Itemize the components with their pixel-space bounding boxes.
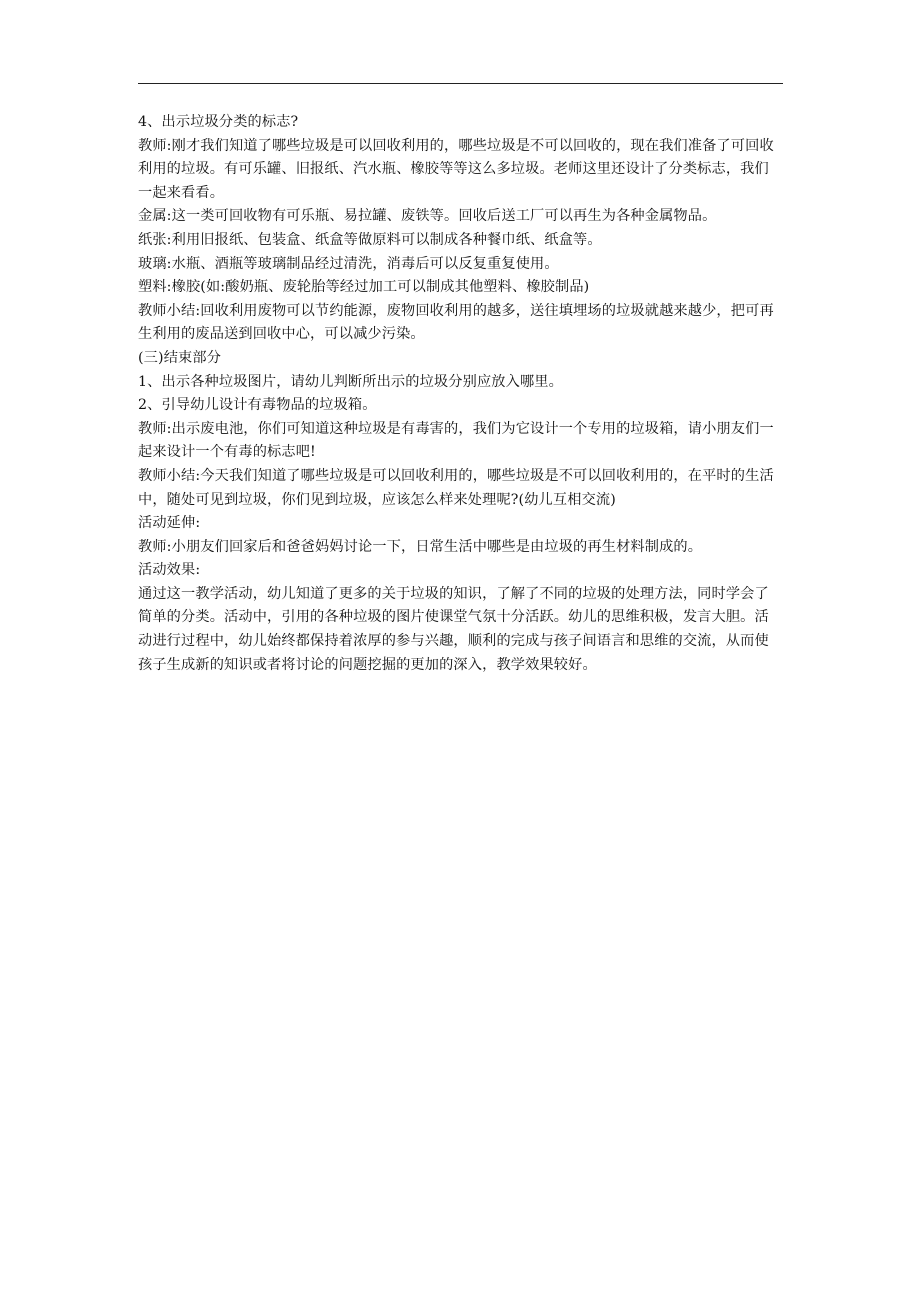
section-heading-conclusion: (三)结束部分	[138, 349, 222, 366]
paragraph-step-4: 4、出示垃圾分类的标志?	[138, 114, 299, 130]
paragraph-paper: 纸张:利用旧报纸、包装盒、纸盒等做原料可以制成各种餐巾纸、纸盒等。	[138, 231, 602, 248]
heading-activity-effect: 活动效果:	[138, 562, 201, 579]
paragraph-teacher-summary-2: 教师小结:今天我们知道了哪些垃圾是可以回收利用的，哪些垃圾是不可以回收利用的，在平时的生活中，随处可见到垃圾，你们见到垃圾，应该怎么样来处理呢?(幼儿互相交流)	[138, 467, 774, 508]
paragraph-step-2: 2、引导幼儿设计有毒物品的垃圾箱。	[138, 397, 377, 414]
paragraph-step-1: 1、出示各种垃圾图片，请幼儿判断所出示的垃圾分别应放入哪里。	[138, 373, 563, 390]
heading-activity-extension: 活动延伸:	[138, 515, 201, 532]
paragraph-extension: 教师:小朋友们回家后和爸爸妈妈讨论一下，日常生活中哪些是由垃圾的再生材料制成的。	[138, 538, 703, 555]
header-rule	[138, 83, 783, 84]
document-body	[138, 111, 783, 677]
paragraph-teacher-battery: 教师:出示废电池，你们可知道这种垃圾是有毒害的，我们为它设计一个专用的垃圾箱，请小朋友们一起来设计一个有毒的标志吧!	[138, 420, 774, 461]
paragraph-teacher-intro: 教师:刚才我们知道了哪些垃圾是可以回收利用的，哪些垃圾是不可以回收的，现在我们准备了可回收利用的垃圾。有可乐罐、旧报纸、汽水瓶、橡胶等等这么多垃圾。老师这里还设计了分类标志，我们一起来看看。	[138, 137, 774, 201]
paragraph-metal: 金属:这一类可回收物有可乐瓶、易拉罐、废铁等。回收后送工厂可以再生为各种金属物品。	[138, 208, 717, 225]
paragraph-plastic: 塑料:橡胶(如:酸奶瓶、废轮胎等经过加工可以制成其他塑料、橡胶制品)	[138, 279, 590, 296]
paragraph-teacher-summary-1: 教师小结:回收利用废物可以节约能源，废物回收利用的越多，送往填埋场的垃圾就越来越少，把可再生利用的废品送到回收中心，可以减少污染。	[138, 302, 774, 343]
paragraph-glass: 玻璃:水瓶、酒瓶等玻璃制品经过清洗，消毒后可以反复重复使用。	[138, 255, 559, 272]
paragraph-effect: 通过这一教学活动，幼儿知道了更多的关于垃圾的知识，了解了不同的垃圾的处理方法，同时学会了简单的分类。活动中，引用的各种垃圾的图片使课堂气氛十分活跃。幼儿的思维积极，发言大胆。活动进行过程中，幼儿始终都保持着浓厚的参与兴趣，顺利的完成与孩子间语言和思维的交流，从而使孩子生成新的知识或者将讨论的问题挖掘的更加的深入，教学效果较好。	[138, 585, 769, 673]
